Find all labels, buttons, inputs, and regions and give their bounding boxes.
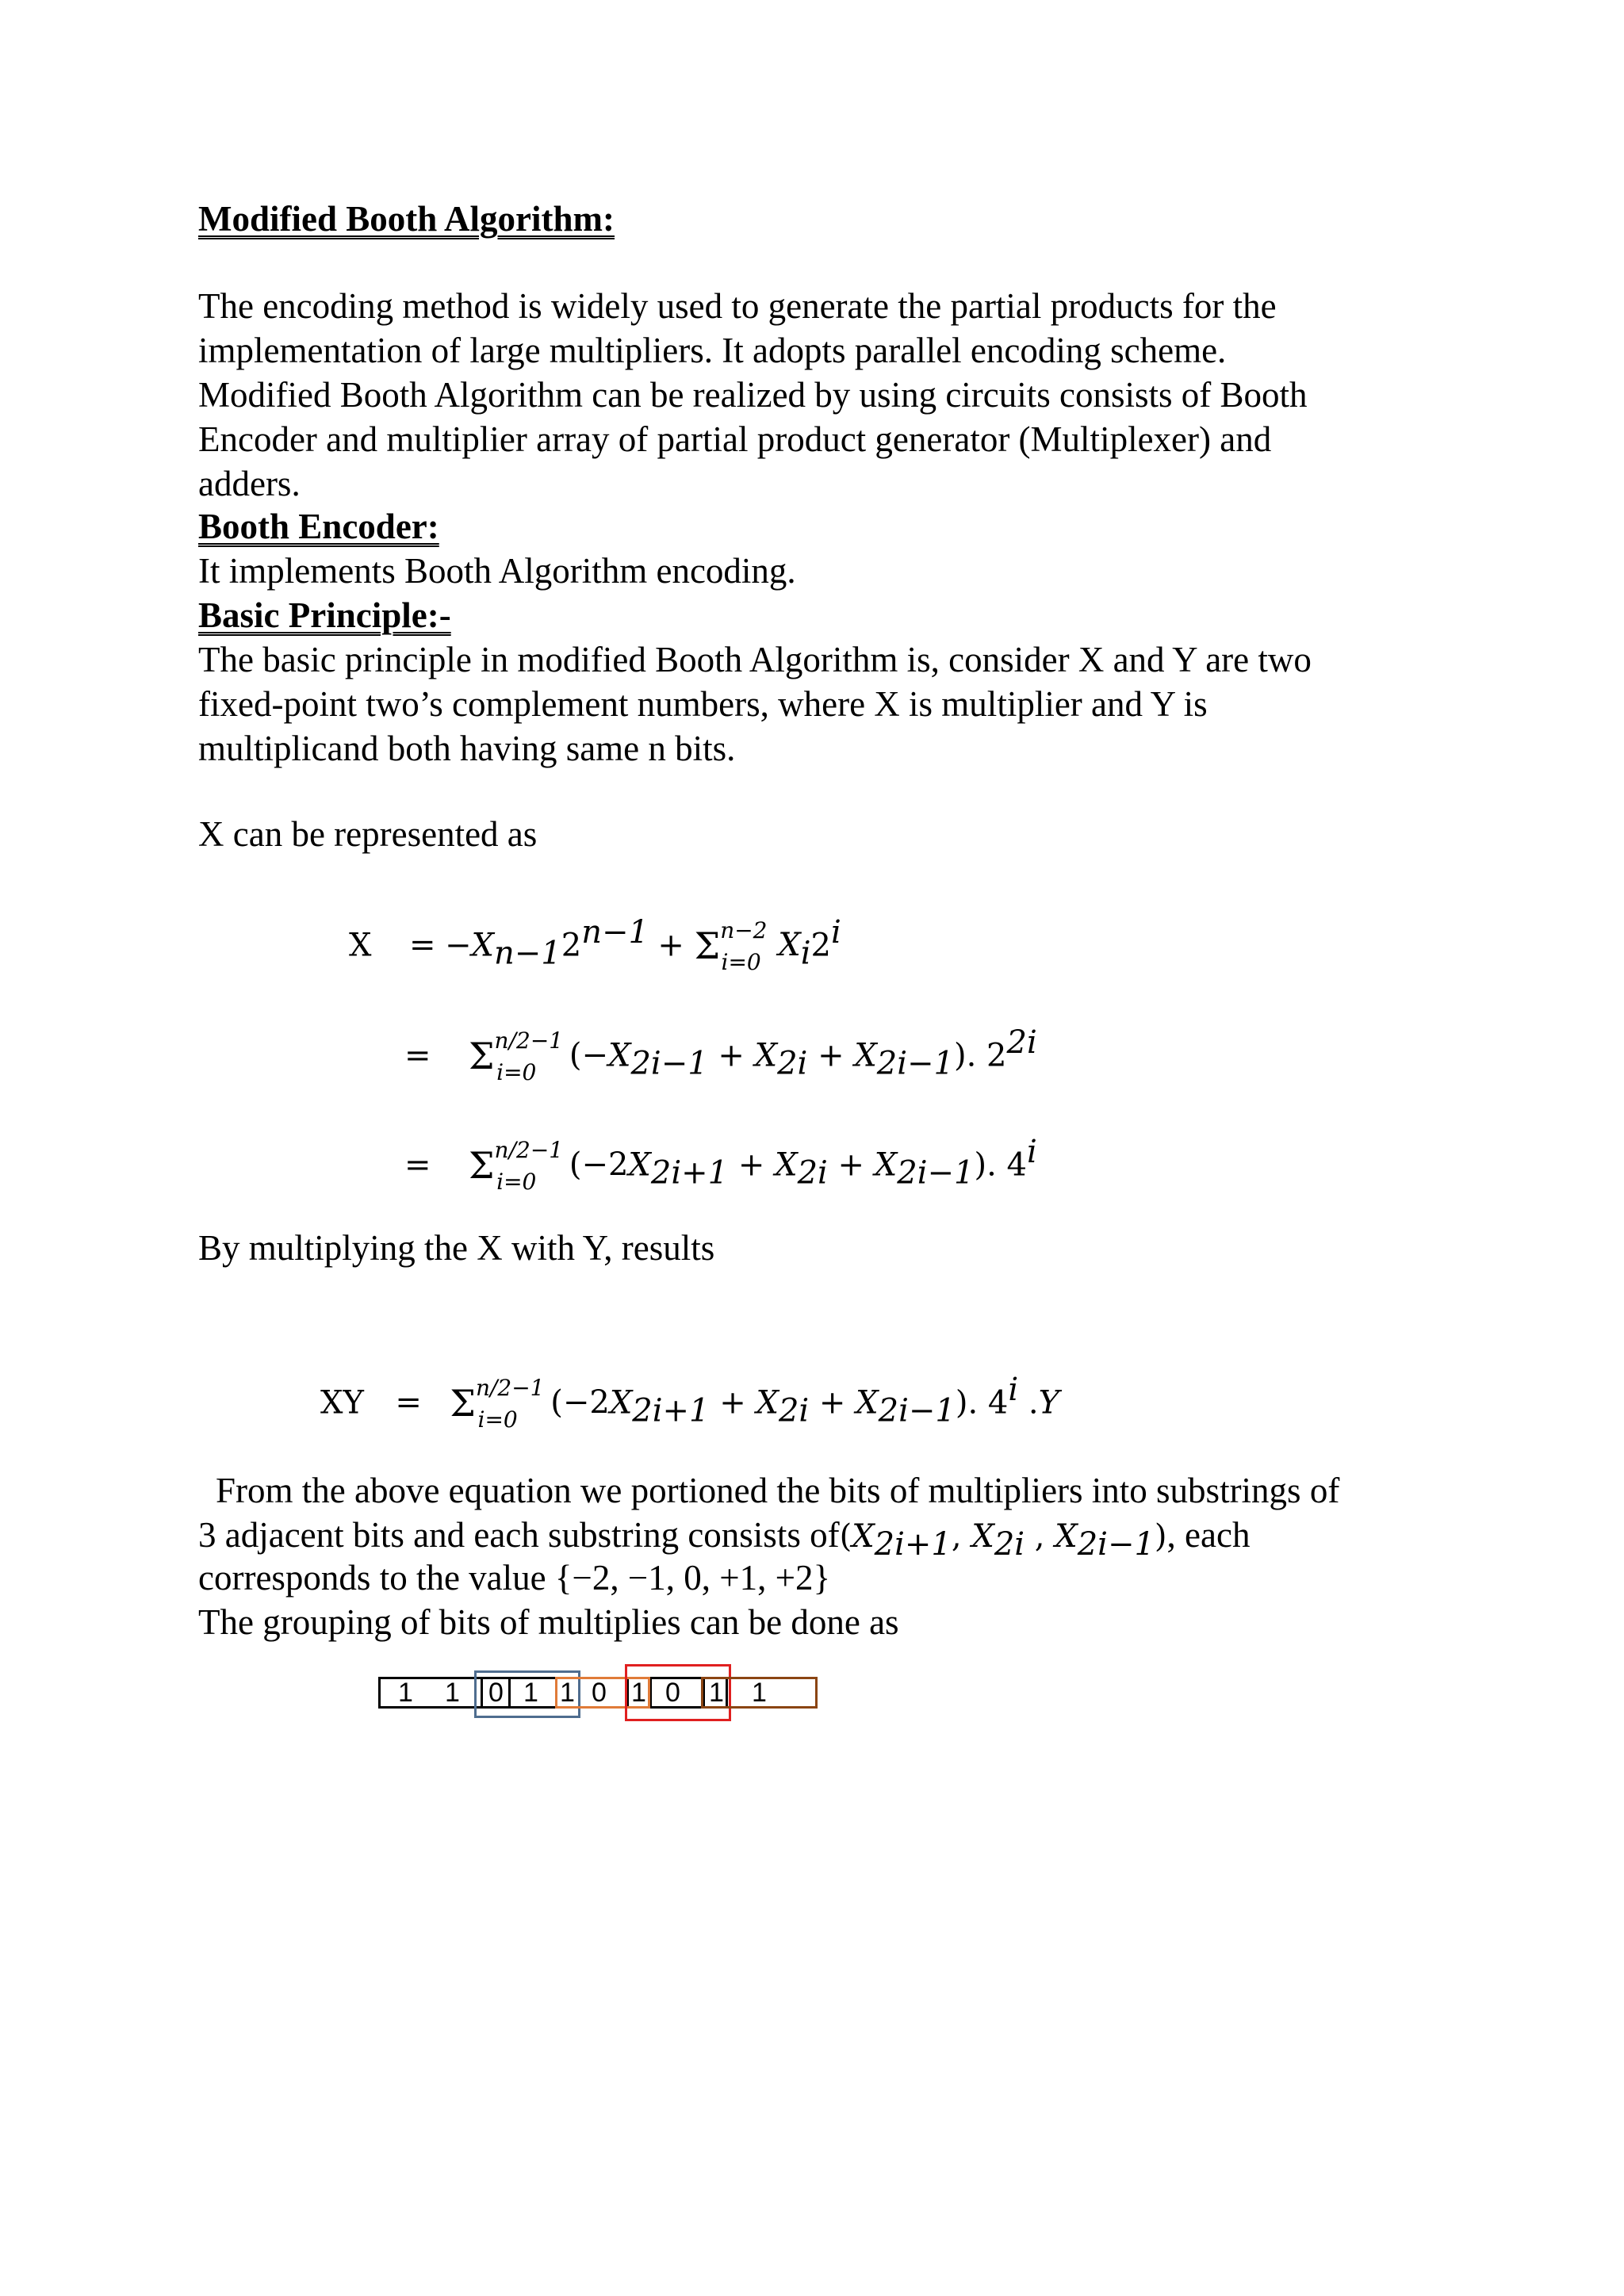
bit: 1 bbox=[523, 1678, 538, 1708]
equation-lhs: X bbox=[349, 927, 372, 964]
intro-line: adders. bbox=[198, 464, 301, 503]
intro-line: The encoding method is widely used to generate the partial products for the bbox=[198, 286, 1277, 326]
by-multiplying-text: By multiplying the X with Y, results bbox=[198, 1228, 715, 1268]
portion-line-2a: 3 adjacent bits and each substring consists of bbox=[198, 1515, 840, 1555]
portion-line-2b: , each bbox=[1166, 1515, 1251, 1555]
intro-line: Modified Booth Algorithm can be realized by using circuits consists of Booth bbox=[198, 375, 1308, 415]
page-title: Modified Booth Algorithm: bbox=[198, 199, 615, 239]
equation-lhs-xy: XY bbox=[320, 1384, 364, 1422]
intro-line: Encoder and multiplier array of partial product generator (Multiplexer) and bbox=[198, 419, 1272, 459]
bit: 0 bbox=[665, 1678, 680, 1708]
bit: 1 bbox=[560, 1678, 575, 1708]
equation-x-definition: $X = -X_{n-1}2^{n-1} + \Sigma^{n-2}_{i=0}$ $X_i2^i$ bbox=[349, 914, 841, 976]
portion-line-1: From the above equation we portioned the bits of multipliers into substrings of bbox=[216, 1471, 1340, 1510]
bit: 1 bbox=[398, 1678, 413, 1708]
intro-line: implementation of large multipliers. It adopts parallel encoding scheme. bbox=[198, 331, 1227, 370]
equation-x-sum-4i: = $\Sigma^{n/2-1}_{i=0}$ $(-2X_{2i+1} + X_{2i} + X_{2i-1})$. 4$^i$ bbox=[404, 1134, 1037, 1196]
booth-encoder-text: It implements Booth Algorithm encoding. bbox=[198, 551, 796, 591]
bit: 0 bbox=[592, 1678, 607, 1708]
principle-line: multiplicand both having same n bits. bbox=[198, 729, 736, 768]
bit: 1 bbox=[631, 1678, 646, 1708]
equation-xy-product: XY = $\Sigma^{n/2-1}_{i=0}$ $(-2X_{2i+1} + X_{2i} + X_{2i-1})$. 4$^i$ .Y bbox=[320, 1372, 1059, 1433]
principle-line: fixed-point two’s complement numbers, where X is multiplier and Y is bbox=[198, 684, 1208, 724]
portion-line-2: 3 adjacent bits and each substring consists $of(X_{2i+1}$, $X_{2i}$ , $X_{2i-1}$), each bbox=[198, 1515, 1251, 1563]
bit: 1 bbox=[752, 1678, 767, 1708]
basic-principle-paragraph bbox=[198, 637, 1499, 771]
portion-line-4: The grouping of bits of multiplies can be done as bbox=[198, 1602, 899, 1642]
intro-paragraph bbox=[198, 284, 1499, 506]
x-represented-text: X can be represented as bbox=[198, 814, 538, 854]
basic-principle-heading: Basic Principle:- bbox=[198, 595, 451, 635]
principle-line: The basic principle in modified Booth Algorithm is, consider X and Y are two bbox=[198, 640, 1312, 679]
bit: 1 bbox=[445, 1678, 460, 1708]
portion-line-3: corresponds to the value {−2, −1, 0, +1, +2} bbox=[198, 1558, 831, 1598]
equation-x-sum-2i: = $\Sigma^{n/2-1}_{i=0}$ $(-X_{2i-1} + X_{2i} + X_{2i-1})$. $2^{2i}$ bbox=[404, 1024, 1037, 1086]
bit: 1 bbox=[709, 1678, 724, 1708]
group-box-brown bbox=[701, 1677, 818, 1709]
bit: 0 bbox=[488, 1678, 504, 1708]
booth-encoder-heading: Booth Encoder: bbox=[198, 507, 439, 546]
